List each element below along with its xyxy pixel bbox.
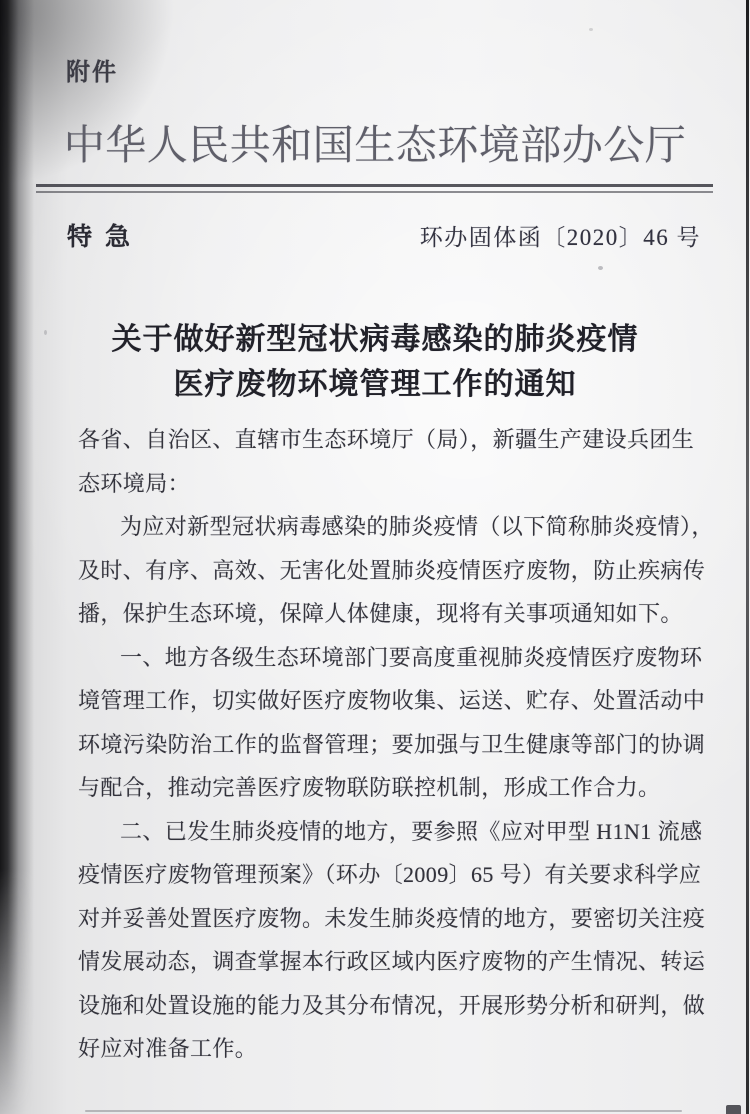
body-line: 及时、有序、高效、无害化处置肺炎疫情医疗废物，防止疾病传	[78, 557, 706, 583]
body-line: 各省、自治区、直辖市生态环境厅（局），新疆生产建设兵团生	[78, 427, 695, 452]
attachment-label: 附件	[66, 59, 118, 86]
header-divider	[36, 184, 713, 193]
right-edge-border	[746, 0, 749, 1114]
body-line: 环境污染防治工作的监督管理；要加强与卫生健康等部门的协调	[78, 731, 706, 757]
bottom-right-scan-mark	[726, 1105, 741, 1114]
letterhead-title: 中华人民共和国生态环境部办公厅	[63, 122, 687, 168]
body-line: 情发展动态，调查掌握本行政区域内医疗废物的产生情况、转运	[78, 949, 706, 974]
document-number: 环办固体函〔2020〕46 号	[419, 225, 701, 250]
bottom-edge-line	[85, 1110, 682, 1112]
body-line: 与配合，推动完善医疗废物联防联控机制，形成工作合力。	[78, 775, 661, 800]
document-title	[0, 317, 750, 407]
left-edge-shadow	[0, 0, 34, 1114]
body-line: 一、地方各级生态环境部门要高度重视肺炎疫情医疗废物环	[120, 644, 703, 670]
document-body	[78, 418, 726, 1071]
document-title-line-2: 医疗废物环境管理工作的通知	[173, 368, 577, 401]
scan-speck	[598, 266, 603, 270]
body-line: 为应对新型冠状病毒感染的肺炎疫情（以下简称肺炎疫情），	[120, 514, 714, 539]
body-line: 对并妥善处置医疗废物。未发生肺炎疫情的地方，要密切关注疫	[78, 905, 706, 931]
scan-speck	[589, 28, 593, 31]
body-line: 二、已发生肺炎疫情的地方，要参照《应对甲型 H1N1 流感	[120, 818, 703, 844]
body-line: 态环境局：	[78, 470, 191, 496]
meta-row	[67, 217, 701, 253]
body-line: 境管理工作，切实做好医疗废物收集、运送、贮存、处置活动中	[78, 688, 706, 713]
body-line: 设施和处置设施的能力及其分布情况，开展形势分析和研判，做	[78, 992, 706, 1018]
scan-speck	[44, 330, 47, 335]
urgency-label: 特急	[67, 223, 144, 251]
body-line: 好应对准备工作。	[78, 1036, 258, 1061]
body-line: 疫情医疗废物管理预案》（环办〔2009〕65 号）有关要求科学应	[78, 862, 702, 887]
body-line: 播，保护生态环境，保障人体健康，现将有关事项通知如下。	[78, 601, 683, 626]
document-title-line-1: 关于做好新型冠状病毒感染的肺炎疫情	[111, 323, 639, 356]
